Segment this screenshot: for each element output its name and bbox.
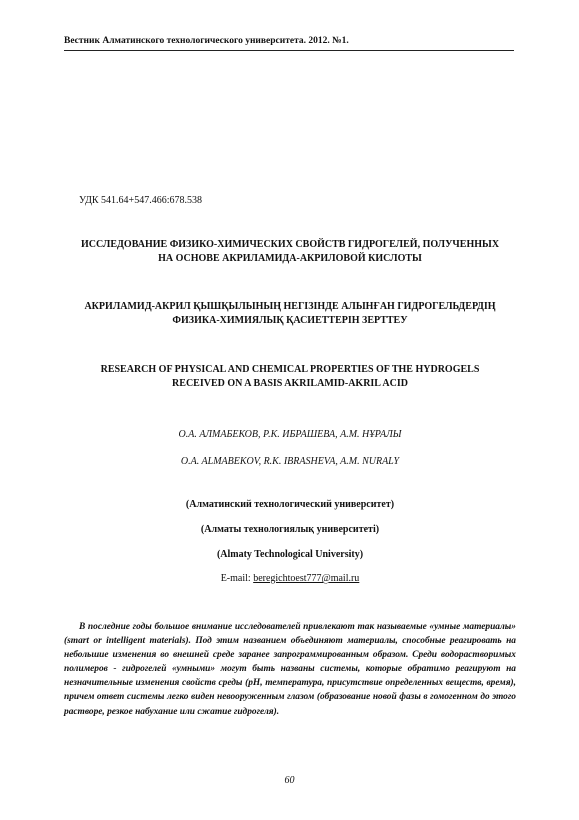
title-kazakh-line-1: АКРИЛАМИД-АКРИЛ ҚЫШҚЫЛЫНЫҢ НЕГІЗІНДЕ АЛЫНҒАН ГИДРОГЕЛЬДЕРДІҢ bbox=[84, 301, 496, 312]
abstract-paragraph: В последние годы большое внимание исследователей привлекают так называемые «умные материалы» (smart or intelligent materials). Под этим названием объединяют материалы, способные реагировать на небольшие изменения во внешней среде заранее запрограммированным образом. Среди водорастворимых полимеров - гидрогелей «умными» могут быть названы системы, которые обратимо реагируют на незначительные изменения свойств среды (рН, температура, присутствие определенных веществ, время), причем ответ системы легко виден невооруженным глазом (образование новой фазы в гомогенном до этого растворе, резкое набухание или сжатие гидрогеля). bbox=[64, 622, 516, 717]
title-kazakh-line-2: ФИЗИКА-ХИМИЯЛЫҚ ҚАСИЕТТЕРІН ЗЕРТТЕУ bbox=[172, 315, 408, 326]
authors-russian: О.А. АЛМАБЕКОВ, Р.К. ИБРАШЕВА, А.М. НҰРАЛЫ bbox=[178, 429, 402, 440]
affiliation-russian: (Алматинский технологический университет) bbox=[185, 499, 395, 510]
title-russian bbox=[60, 238, 520, 266]
email-link[interactable]: beregichtoest777@mail.ru bbox=[253, 573, 360, 584]
udc-code: УДК 541.64+547.466:678.538 bbox=[79, 195, 202, 206]
authors-english: O.A. ALMABEKOV, R.K. IBRASHEVA, A.M. NURALY bbox=[180, 456, 400, 467]
title-russian-line-2: НА ОСНОВЕ АКРИЛАМИДА-АКРИЛОВОЙ КИСЛОТЫ bbox=[158, 253, 422, 264]
page-number: 60 bbox=[284, 775, 295, 786]
email-label: E-mail: bbox=[220, 573, 254, 584]
title-russian-line-1: ИССЛЕДОВАНИЕ ФИЗИКО-ХИМИЧЕСКИХ СВОЙСТВ ГИДРОГЕЛЕЙ, ПОЛУЧЕННЫХ bbox=[80, 239, 500, 250]
affiliation-english: (Almaty Technological University) bbox=[216, 549, 364, 560]
title-kazakh bbox=[60, 300, 520, 328]
affiliation-kazakh: (Алматы технологиялық университеті) bbox=[200, 524, 380, 535]
email-line bbox=[60, 573, 520, 584]
title-english-line-1: RESEARCH OF PHYSICAL AND CHEMICAL PROPERTIES OF THE HYDROGELS bbox=[100, 364, 480, 375]
journal-header: Вестник Алматинского технологического университета. 2012. №1. bbox=[64, 36, 514, 51]
title-english-line-2: RECEIVED ON A BASIS AKRILAMID-AKRIL ACID bbox=[172, 378, 408, 389]
title-english bbox=[60, 363, 520, 391]
